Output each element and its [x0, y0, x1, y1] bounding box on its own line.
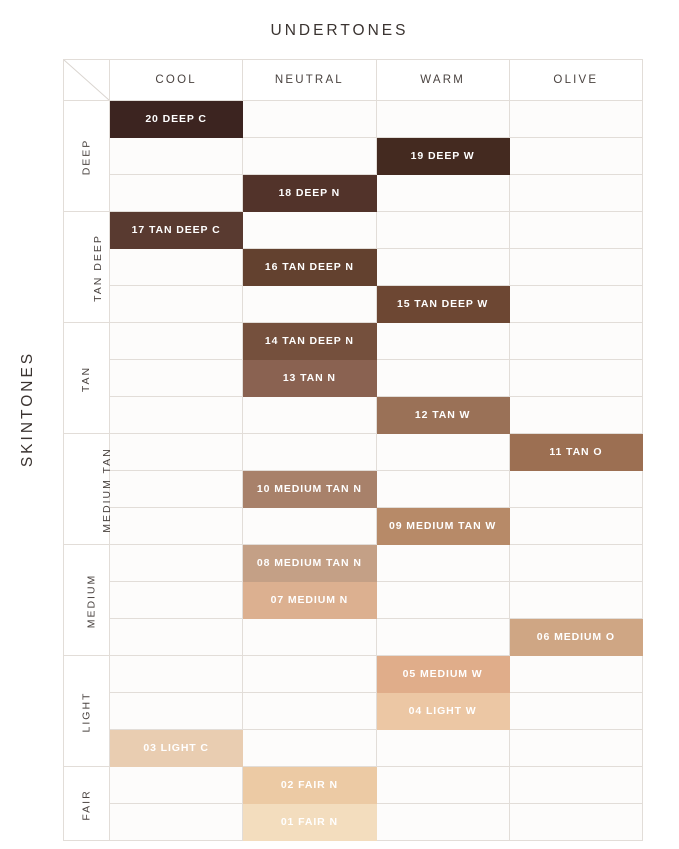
- matrix-row: [64, 508, 643, 545]
- matrix-header: [64, 60, 643, 101]
- row-group-label-medium: [64, 545, 110, 656]
- matrix-empty-cell: [509, 397, 642, 434]
- row-group-label-text: TAN DEEP: [91, 234, 104, 302]
- matrix-empty-cell: [376, 767, 509, 804]
- matrix-empty-cell: [509, 323, 642, 360]
- row-group-label-text: MEDIUM: [85, 573, 98, 629]
- matrix-row: [64, 767, 643, 804]
- shade-swatch[interactable]: 20 DEEP C: [110, 101, 243, 138]
- corner-cell: [64, 60, 110, 101]
- matrix-row: [64, 212, 643, 249]
- matrix-empty-cell: [110, 619, 243, 656]
- header-row: [64, 60, 643, 101]
- row-group-label-tan: [64, 323, 110, 434]
- matrix-empty-cell: [509, 286, 642, 323]
- matrix-empty-cell: [376, 360, 509, 397]
- matrix-empty-cell: [376, 434, 509, 471]
- shade-swatch[interactable]: 06 MEDIUM O: [509, 619, 642, 656]
- matrix-row: [64, 730, 643, 767]
- matrix-empty-cell: [376, 471, 509, 508]
- matrix-empty-cell: [376, 323, 509, 360]
- matrix-empty-cell: [376, 545, 509, 582]
- matrix-empty-cell: [376, 101, 509, 138]
- matrix-empty-cell: [110, 545, 243, 582]
- matrix-empty-cell: [243, 434, 376, 471]
- row-group-label-text: LIGHT: [80, 691, 93, 733]
- matrix-empty-cell: [509, 360, 642, 397]
- shade-swatch[interactable]: 19 DEEP W: [376, 138, 509, 175]
- row-group-label-deep: [64, 101, 110, 212]
- matrix-empty-cell: [509, 582, 642, 619]
- matrix-empty-cell: [509, 545, 642, 582]
- matrix-row: [64, 175, 643, 212]
- matrix-empty-cell: [110, 397, 243, 434]
- matrix-empty-cell: [110, 508, 243, 545]
- shade-swatch[interactable]: 02 FAIR N: [243, 767, 376, 804]
- matrix-empty-cell: [110, 286, 243, 323]
- matrix-empty-cell: [110, 249, 243, 286]
- matrix-body: [64, 101, 643, 841]
- matrix-empty-cell: [110, 175, 243, 212]
- matrix-row: [64, 545, 643, 582]
- matrix-empty-cell: [243, 508, 376, 545]
- matrix-row: [64, 397, 643, 434]
- shade-swatch[interactable]: 14 TAN DEEP N: [243, 323, 376, 360]
- shade-swatch[interactable]: 10 MEDIUM TAN N: [243, 471, 376, 508]
- shade-swatch[interactable]: 07 MEDIUM N: [243, 582, 376, 619]
- matrix-empty-cell: [509, 656, 642, 693]
- matrix-row: [64, 434, 643, 471]
- matrix-row: [64, 656, 643, 693]
- matrix-empty-cell: [509, 212, 642, 249]
- matrix-empty-cell: [509, 138, 642, 175]
- matrix-empty-cell: [110, 656, 243, 693]
- matrix-empty-cell: [110, 582, 243, 619]
- matrix-row: [64, 693, 643, 730]
- row-group-label-light: [64, 656, 110, 767]
- matrix-row: [64, 286, 643, 323]
- matrix-row: [64, 323, 643, 360]
- matrix-row: [64, 582, 643, 619]
- matrix-row: [64, 249, 643, 286]
- shade-swatch[interactable]: 16 TAN DEEP N: [243, 249, 376, 286]
- matrix-empty-cell: [110, 767, 243, 804]
- matrix-row: [64, 619, 643, 656]
- matrix-empty-cell: [509, 101, 642, 138]
- matrix-empty-cell: [509, 804, 642, 841]
- shade-swatch[interactable]: 03 LIGHT C: [110, 730, 243, 767]
- matrix-empty-cell: [376, 212, 509, 249]
- shade-swatch[interactable]: 04 LIGHT W: [376, 693, 509, 730]
- shade-swatch[interactable]: 09 MEDIUM TAN W: [376, 508, 509, 545]
- matrix-empty-cell: [509, 730, 642, 767]
- matrix-empty-cell: [243, 138, 376, 175]
- shade-swatch[interactable]: 01 FAIR N: [243, 804, 376, 841]
- column-header-olive: OLIVE: [509, 60, 642, 101]
- matrix-empty-cell: [509, 693, 642, 730]
- matrix-empty-cell: [110, 804, 243, 841]
- diagonal-divider-icon: [64, 60, 109, 100]
- matrix-empty-cell: [243, 212, 376, 249]
- matrix-empty-cell: [110, 693, 243, 730]
- shade-swatch[interactable]: 17 TAN DEEP C: [110, 212, 243, 249]
- matrix-empty-cell: [243, 286, 376, 323]
- matrix-empty-cell: [509, 767, 642, 804]
- shade-swatch[interactable]: 08 MEDIUM TAN N: [243, 545, 376, 582]
- matrix-empty-cell: [376, 804, 509, 841]
- shade-matrix: [63, 59, 643, 829]
- matrix-row: [64, 101, 643, 138]
- matrix-empty-cell: [110, 360, 243, 397]
- matrix-row: [64, 138, 643, 175]
- matrix-empty-cell: [243, 101, 376, 138]
- matrix-empty-cell: [243, 693, 376, 730]
- shade-swatch[interactable]: 13 TAN N: [243, 360, 376, 397]
- shade-swatch[interactable]: 11 TAN O: [509, 434, 642, 471]
- shade-swatch[interactable]: 18 DEEP N: [243, 175, 376, 212]
- matrix-empty-cell: [376, 249, 509, 286]
- matrix-empty-cell: [110, 323, 243, 360]
- matrix-empty-cell: [110, 471, 243, 508]
- row-group-label-tan-deep: [64, 212, 110, 323]
- matrix-empty-cell: [509, 249, 642, 286]
- matrix-row: [64, 360, 643, 397]
- matrix-empty-cell: [376, 730, 509, 767]
- matrix-empty-cell: [243, 397, 376, 434]
- matrix-empty-cell: [110, 434, 243, 471]
- shade-swatch[interactable]: 12 TAN W: [376, 397, 509, 434]
- row-group-label-medium-tan: [64, 434, 113, 545]
- shade-swatch[interactable]: 15 TAN DEEP W: [376, 286, 509, 323]
- matrix-row: [64, 804, 643, 841]
- row-group-label-fair: [64, 767, 110, 841]
- matrix-empty-cell: [376, 175, 509, 212]
- column-header-warm: WARM: [376, 60, 509, 101]
- matrix-empty-cell: [243, 619, 376, 656]
- matrix-empty-cell: [509, 508, 642, 545]
- matrix-empty-cell: [376, 582, 509, 619]
- row-group-label-text: FAIR: [80, 788, 93, 821]
- matrix-empty-cell: [243, 730, 376, 767]
- matrix-row: [64, 471, 643, 508]
- row-group-label-text: DEEP: [80, 138, 93, 176]
- shade-matrix-table: [63, 59, 643, 841]
- row-group-label-text: MEDIUM TAN: [100, 447, 113, 533]
- matrix-empty-cell: [243, 656, 376, 693]
- matrix-empty-cell: [110, 138, 243, 175]
- undertones-title: UNDERTONES: [270, 22, 409, 39]
- matrix-empty-cell: [509, 471, 642, 508]
- shade-swatch[interactable]: 05 MEDIUM W: [376, 656, 509, 693]
- row-group-label-text: TAN: [80, 365, 93, 393]
- matrix-empty-cell: [509, 175, 642, 212]
- column-header-cool: COOL: [110, 60, 243, 101]
- column-header-neutral: NEUTRAL: [243, 60, 376, 101]
- skintones-title: SKINTONES: [19, 350, 36, 468]
- matrix-empty-cell: [376, 619, 509, 656]
